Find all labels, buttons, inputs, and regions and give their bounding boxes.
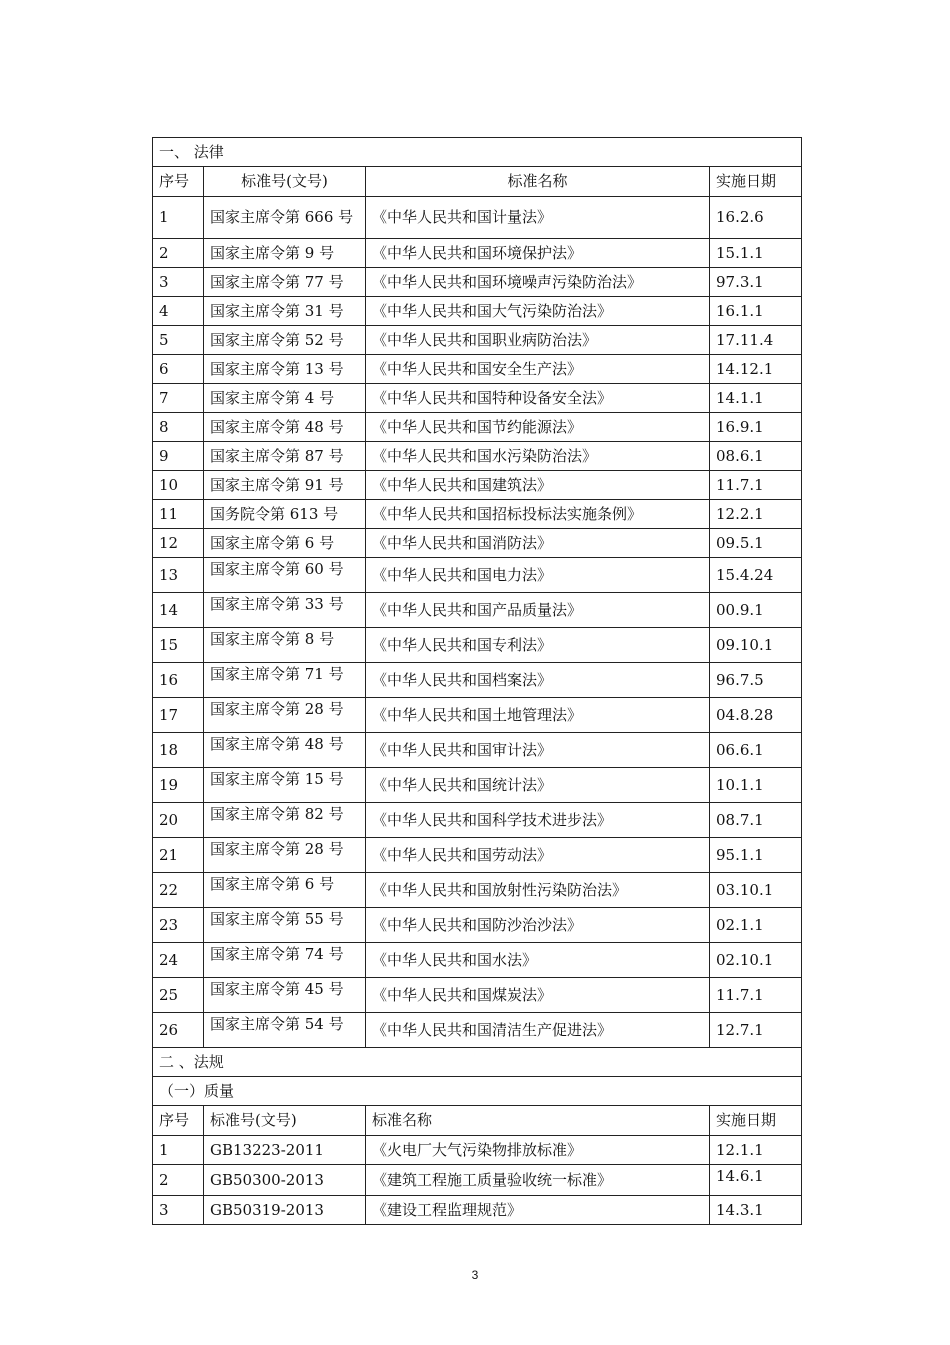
table-row	[153, 268, 802, 297]
standard-name: 《中华人民共和国安全生产法》	[366, 355, 710, 384]
table-row	[153, 663, 802, 698]
effective-date: 17.11.4	[710, 326, 802, 355]
table-row	[153, 500, 802, 529]
standard-name: 《建设工程监理规范》	[366, 1196, 710, 1225]
standard-number: 国务院令第 613 号	[204, 500, 366, 529]
effective-date: 02.10.1	[710, 943, 802, 978]
standard-name: 《中华人民共和国档案法》	[366, 663, 710, 698]
standard-number: 国家主席令第 8 号	[204, 628, 366, 663]
row-index: 6	[153, 355, 204, 384]
standard-name: 《中华人民共和国劳动法》	[366, 838, 710, 873]
table-row	[153, 698, 802, 733]
effective-date: 14.6.1	[710, 1165, 802, 1196]
table-row	[153, 297, 802, 326]
row-index: 13	[153, 558, 204, 593]
table-header-row	[153, 1106, 802, 1136]
row-index: 3	[153, 268, 204, 297]
table-row	[153, 355, 802, 384]
table-header-row	[153, 167, 802, 197]
row-index: 10	[153, 471, 204, 500]
effective-date: 04.8.28	[710, 698, 802, 733]
subsection-heading-quality	[153, 1077, 802, 1106]
standard-name: 《中华人民共和国计量法》	[366, 197, 710, 239]
effective-date: 97.3.1	[710, 268, 802, 297]
standard-number: 国家主席令第 6 号	[204, 873, 366, 908]
effective-date: 11.7.1	[710, 978, 802, 1013]
row-index: 1	[153, 197, 204, 239]
row-index: 22	[153, 873, 204, 908]
standard-number: GB13223-2011	[204, 1136, 366, 1165]
table-row	[153, 1165, 802, 1196]
row-index: 11	[153, 500, 204, 529]
standard-name: 《中华人民共和国招标投标法实施条例》	[366, 500, 710, 529]
table-row	[153, 471, 802, 500]
table-row	[153, 442, 802, 471]
effective-date: 95.1.1	[710, 838, 802, 873]
effective-date: 08.7.1	[710, 803, 802, 838]
standard-number: 国家主席令第 9 号	[204, 239, 366, 268]
effective-date: 11.7.1	[710, 471, 802, 500]
standard-name: 《中华人民共和国消防法》	[366, 529, 710, 558]
standard-number: 国家主席令第 48 号	[204, 413, 366, 442]
standard-name: 《中华人民共和国放射性污染防治法》	[366, 873, 710, 908]
row-index: 7	[153, 384, 204, 413]
row-index: 16	[153, 663, 204, 698]
standard-number: GB50319-2013	[204, 1196, 366, 1225]
table-row	[153, 978, 802, 1013]
standard-number: 国家主席令第 54 号	[204, 1013, 366, 1048]
effective-date: 16.2.6	[710, 197, 802, 239]
standard-name: 《中华人民共和国环境保护法》	[366, 239, 710, 268]
column-header: 实施日期	[710, 167, 802, 197]
standard-name: 《中华人民共和国土地管理法》	[366, 698, 710, 733]
table-row	[153, 733, 802, 768]
row-index: 25	[153, 978, 204, 1013]
standard-name: 《中华人民共和国特种设备安全法》	[366, 384, 710, 413]
standard-number: 国家主席令第 71 号	[204, 663, 366, 698]
standard-number: 国家主席令第 666 号	[204, 197, 366, 239]
row-index: 4	[153, 297, 204, 326]
page-number: 3	[471, 1268, 479, 1282]
standards-table-body	[153, 138, 802, 1225]
row-index: 15	[153, 628, 204, 663]
table-row	[153, 1013, 802, 1048]
section-heading-regulations	[153, 1048, 802, 1077]
standard-number: 国家主席令第 4 号	[204, 384, 366, 413]
section-heading-regulations-label: 二 、法规	[153, 1048, 802, 1077]
table-row	[153, 239, 802, 268]
standard-name: 《中华人民共和国防沙治沙法》	[366, 908, 710, 943]
standard-name: 《火电厂大气污染物排放标准》	[366, 1136, 710, 1165]
standard-name: 《中华人民共和国审计法》	[366, 733, 710, 768]
effective-date: 14.1.1	[710, 384, 802, 413]
row-index: 1	[153, 1136, 204, 1165]
standard-name: 《中华人民共和国环境噪声污染防治法》	[366, 268, 710, 297]
standard-number: 国家主席令第 28 号	[204, 698, 366, 733]
standard-name: 《中华人民共和国电力法》	[366, 558, 710, 593]
standard-number: 国家主席令第 13 号	[204, 355, 366, 384]
table-row	[153, 943, 802, 978]
standards-table	[152, 137, 802, 1225]
row-index: 8	[153, 413, 204, 442]
row-index: 20	[153, 803, 204, 838]
standard-name: 《中华人民共和国专利法》	[366, 628, 710, 663]
effective-date: 02.1.1	[710, 908, 802, 943]
row-index: 14	[153, 593, 204, 628]
effective-date: 12.1.1	[710, 1136, 802, 1165]
standard-number: 国家主席令第 60 号	[204, 558, 366, 593]
standard-number: 国家主席令第 91 号	[204, 471, 366, 500]
row-index: 12	[153, 529, 204, 558]
row-index: 26	[153, 1013, 204, 1048]
table-row	[153, 1136, 802, 1165]
effective-date: 10.1.1	[710, 768, 802, 803]
column-header: 标准号(文号)	[204, 1106, 366, 1136]
column-header: 序号	[153, 167, 204, 197]
effective-date: 00.9.1	[710, 593, 802, 628]
standard-number: 国家主席令第 48 号	[204, 733, 366, 768]
effective-date: 09.10.1	[710, 628, 802, 663]
effective-date: 14.3.1	[710, 1196, 802, 1225]
effective-date: 03.10.1	[710, 873, 802, 908]
table-row	[153, 593, 802, 628]
table-row	[153, 768, 802, 803]
standard-number: 国家主席令第 45 号	[204, 978, 366, 1013]
standard-number: 国家主席令第 87 号	[204, 442, 366, 471]
row-index: 17	[153, 698, 204, 733]
effective-date: 06.6.1	[710, 733, 802, 768]
standard-name: 《中华人民共和国统计法》	[366, 768, 710, 803]
row-index: 2	[153, 239, 204, 268]
standard-number: 国家主席令第 55 号	[204, 908, 366, 943]
standard-number: 国家主席令第 6 号	[204, 529, 366, 558]
effective-date: 12.7.1	[710, 1013, 802, 1048]
standard-name: 《中华人民共和国科学技术进步法》	[366, 803, 710, 838]
standard-name: 《中华人民共和国节约能源法》	[366, 413, 710, 442]
row-index: 5	[153, 326, 204, 355]
table-row	[153, 908, 802, 943]
column-header: 标准号(文号)	[204, 167, 366, 197]
row-index: 2	[153, 1165, 204, 1196]
table-row	[153, 1196, 802, 1225]
row-index: 24	[153, 943, 204, 978]
table-row	[153, 326, 802, 355]
column-header: 序号	[153, 1106, 204, 1136]
standard-number: 国家主席令第 31 号	[204, 297, 366, 326]
standard-name: 《中华人民共和国水法》	[366, 943, 710, 978]
standard-name: 《中华人民共和国煤炭法》	[366, 978, 710, 1013]
table-row	[153, 803, 802, 838]
effective-date: 09.5.1	[710, 529, 802, 558]
effective-date: 16.1.1	[710, 297, 802, 326]
row-index: 18	[153, 733, 204, 768]
standard-name: 《中华人民共和国职业病防治法》	[366, 326, 710, 355]
standard-number: GB50300-2013	[204, 1165, 366, 1196]
effective-date: 14.12.1	[710, 355, 802, 384]
standard-number: 国家主席令第 82 号	[204, 803, 366, 838]
subsection-heading-quality-label: （一）质量	[153, 1077, 802, 1106]
effective-date: 15.1.1	[710, 239, 802, 268]
column-header: 实施日期	[710, 1106, 802, 1136]
standard-number: 国家主席令第 28 号	[204, 838, 366, 873]
standard-name: 《中华人民共和国产品质量法》	[366, 593, 710, 628]
table-row	[153, 384, 802, 413]
effective-date: 96.7.5	[710, 663, 802, 698]
effective-date: 16.9.1	[710, 413, 802, 442]
row-index: 3	[153, 1196, 204, 1225]
section-heading-laws	[153, 138, 802, 167]
standard-number: 国家主席令第 33 号	[204, 593, 366, 628]
standard-name: 《中华人民共和国大气污染防治法》	[366, 297, 710, 326]
effective-date: 15.4.24	[710, 558, 802, 593]
row-index: 19	[153, 768, 204, 803]
row-index: 9	[153, 442, 204, 471]
column-header: 标准名称	[366, 167, 710, 197]
table-row	[153, 558, 802, 593]
standard-name: 《中华人民共和国清洁生产促进法》	[366, 1013, 710, 1048]
table-row	[153, 838, 802, 873]
section-heading-laws-label: 一、 法律	[153, 138, 802, 167]
effective-date: 12.2.1	[710, 500, 802, 529]
standard-number: 国家主席令第 74 号	[204, 943, 366, 978]
row-index: 23	[153, 908, 204, 943]
effective-date: 08.6.1	[710, 442, 802, 471]
table-row	[153, 529, 802, 558]
standard-name: 《建筑工程施工质量验收统一标准》	[366, 1165, 710, 1196]
standard-number: 国家主席令第 15 号	[204, 768, 366, 803]
row-index: 21	[153, 838, 204, 873]
standard-number: 国家主席令第 77 号	[204, 268, 366, 297]
table-row	[153, 413, 802, 442]
standard-name: 《中华人民共和国建筑法》	[366, 471, 710, 500]
table-row	[153, 197, 802, 239]
table-row	[153, 628, 802, 663]
column-header: 标准名称	[366, 1106, 710, 1136]
standard-name: 《中华人民共和国水污染防治法》	[366, 442, 710, 471]
standard-number: 国家主席令第 52 号	[204, 326, 366, 355]
table-row	[153, 873, 802, 908]
